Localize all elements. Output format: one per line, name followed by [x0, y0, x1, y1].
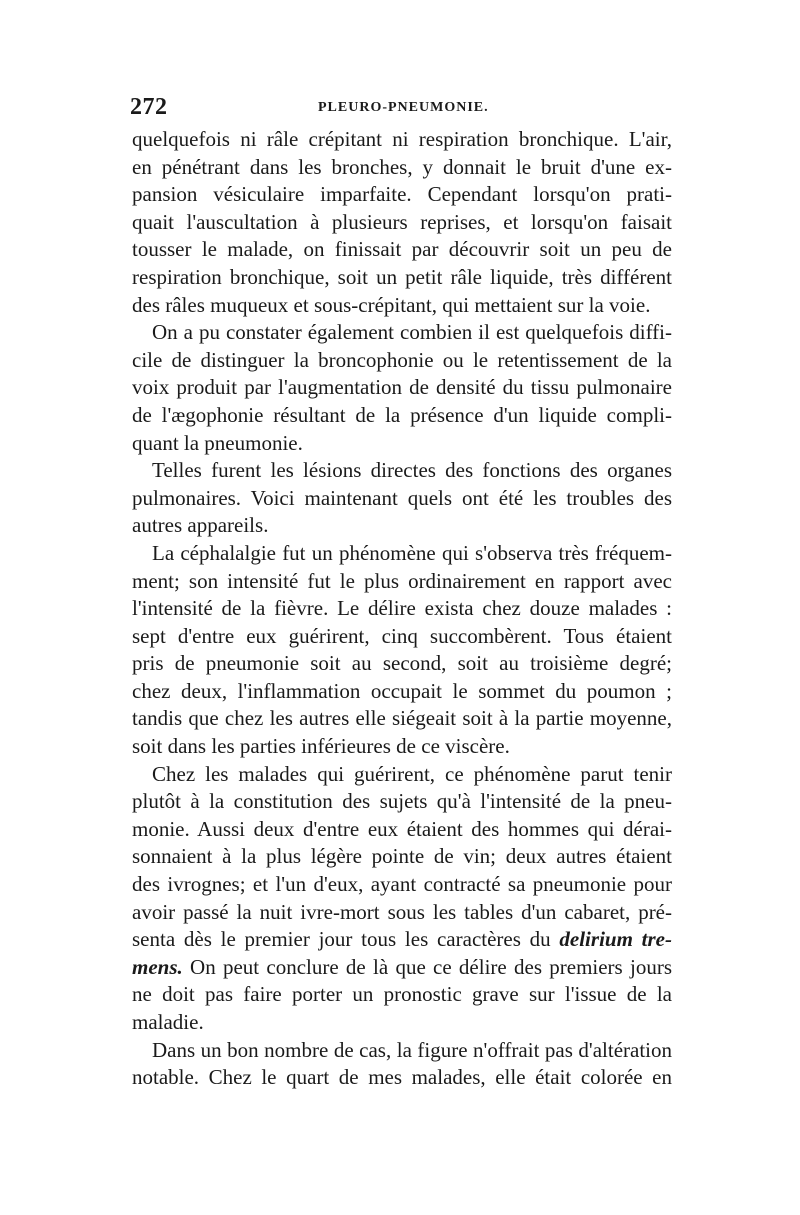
text-line [132, 540, 672, 568]
line-text: pris de pneumonie soit au second, soit au troisième degré; [132, 651, 672, 676]
line-text: quelquefois ni râle crépitant ni respiration bronchique. L'air, [132, 127, 672, 151]
line-text: On peut conclure de là que ce délire des premiers jours [182, 954, 672, 979]
line-text: des ivrognes; et l'un d'eux, ayant contracté sa pneumonie pour [132, 872, 672, 897]
line-text: senta dès le premier jour tous les caractères du [132, 927, 551, 952]
text-line [132, 871, 672, 899]
italic-text: mens. [132, 954, 183, 979]
line-text: ment; son intensité fut le plus ordinairement en rapport avec [132, 568, 672, 593]
text-line [132, 264, 672, 292]
line-text: pansion vésiculaire imparfaite. Cependant lorsqu'on prati- [132, 182, 672, 207]
line-text: tandis que chez les autres elle siégeait soit à la partie moyenne, [132, 706, 672, 731]
text-line [132, 926, 672, 954]
line-text: avoir passé la nuit ivre-mort sous les tables d'un cabaret, pré- [132, 899, 672, 924]
line-text: chez deux, l'inflammation occupait le sommet du poumon ; [132, 678, 672, 703]
text-line [132, 1064, 672, 1092]
text-line [132, 843, 672, 871]
text-line [132, 650, 672, 678]
page-number: 272 [130, 94, 168, 120]
line-text: notable. Chez le quart de mes malades, elle était colorée en [132, 1065, 672, 1090]
line-text: sonnaient à la plus légère pointe de vin; deux autres étaient [132, 844, 672, 869]
text-line [132, 126, 672, 154]
line-text: cile de distinguer la broncophonie ou le retentissement de la [132, 347, 672, 372]
line-text: voix produit par l'augmentation de densité du tissu pulmonaire [132, 375, 672, 400]
text-line [132, 816, 672, 844]
text-line [132, 733, 672, 761]
text-line [132, 954, 672, 982]
line-text: quant la pneumonie. [132, 430, 303, 455]
text-line [132, 181, 672, 209]
text-line [132, 457, 672, 485]
line-text: des râles muqueux et sous-crépitant, qui mettaient sur la voie. [132, 292, 651, 317]
line-text: de l'ægophonie résultant de la présence d'un liquide compli- [132, 402, 672, 427]
line-text: pulmonaires. Voici maintenant quels ont été les troubles des [132, 485, 672, 510]
line-text: Chez les malades qui guérirent, ce phénomène parut tenir [152, 761, 672, 786]
text-line [132, 402, 672, 430]
line-text: en pénétrant dans les bronches, y donnait le bruit d'une ex- [132, 154, 672, 179]
running-head [130, 94, 673, 124]
text-line [132, 899, 672, 927]
text-line [132, 485, 672, 513]
text-line [132, 374, 672, 402]
running-title: PLEURO-PNEUMONIE. [318, 100, 489, 115]
text-line [132, 319, 672, 347]
text-line [132, 568, 672, 596]
text-line [132, 788, 672, 816]
text-line [132, 292, 672, 320]
line-text: l'intensité de la fièvre. Le délire exista chez douze malades : [132, 596, 672, 621]
italic-text: delirium tre- [559, 927, 672, 952]
line-text: sept d'entre eux guérirent, cinq succombèrent. Tous étaient [132, 623, 672, 648]
text-line [132, 1009, 672, 1037]
line-text: soit dans les parties inférieures de ce viscère. [132, 734, 510, 759]
line-text: ne doit pas faire porter un pronostic grave sur l'issue de la [132, 982, 672, 1007]
line-text: quait l'auscultation à plusieurs reprises, et lorsqu'on faisait [132, 209, 672, 234]
line-text: Dans un bon nombre de cas, la figure n'offrait pas d'altération [152, 1037, 672, 1062]
text-line [132, 512, 672, 540]
text-line [132, 761, 672, 789]
line-text: respiration bronchique, soit un petit râle liquide, très différent [132, 264, 672, 289]
line-text: monie. Aussi deux d'entre eux étaient des hommes qui dérai- [132, 816, 672, 841]
text-line [132, 347, 672, 375]
text-line [132, 705, 672, 733]
line-text: tousser le malade, on finissait par découvrir soit un peu de [132, 237, 672, 262]
line-text: La céphalalgie fut un phénomène qui s'observa très fréquem- [152, 540, 672, 565]
line-text: maladie. [132, 1010, 204, 1034]
line-text: Telles furent les lésions directes des fonctions des organes [152, 458, 672, 483]
text-line [132, 236, 672, 264]
text-line [132, 154, 672, 182]
text-line [132, 595, 672, 623]
text-line [132, 209, 672, 237]
text-line [132, 1037, 672, 1065]
text-line [132, 623, 672, 651]
line-text: autres appareils. [132, 513, 269, 538]
text-line [132, 678, 672, 706]
line-text: plutôt à la constitution des sujets qu'à l'intensité de la pneu- [132, 789, 672, 814]
body-text [132, 126, 672, 1092]
text-line [132, 430, 672, 458]
line-text: On a pu constater également combien il est quelquefois diffi- [152, 320, 672, 345]
text-line [132, 981, 672, 1009]
